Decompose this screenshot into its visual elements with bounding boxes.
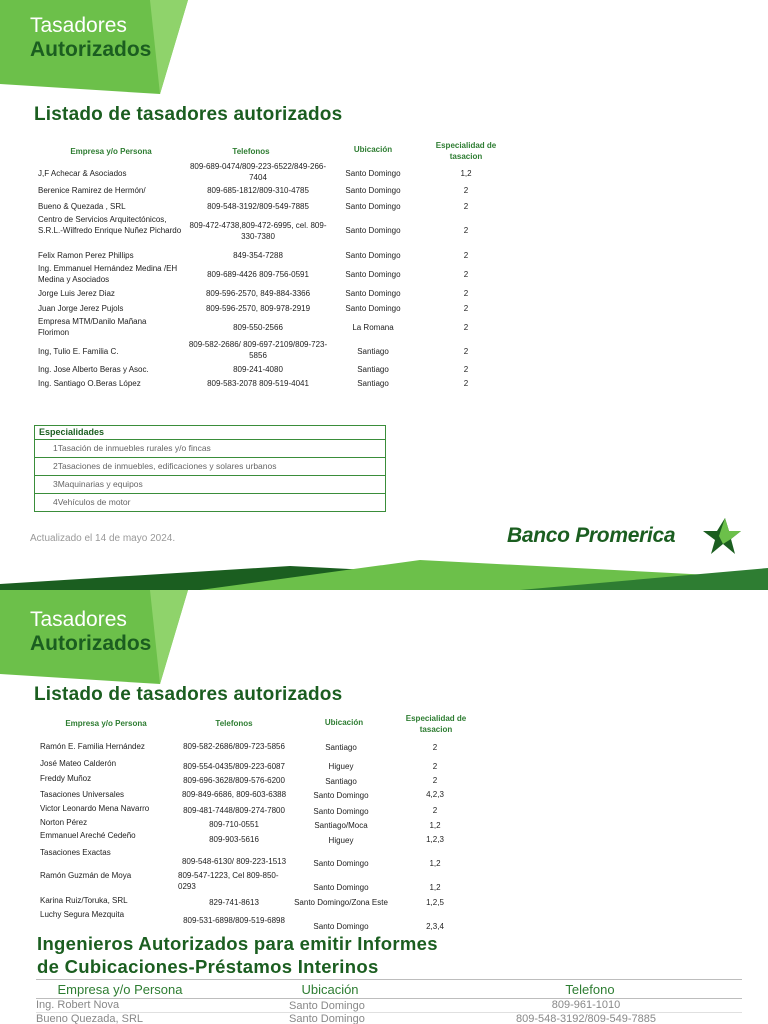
table-cell-empresa: Emmanuel Areché Cedeño [40,831,136,840]
table-cell-telefono: 809-481-7448/809-274-7800 [183,806,285,815]
table-cell-empresa: Jorge Luis Jerez Diaz [38,289,115,298]
table-cell-empresa: Ing. Jose Alberto Beras y Asoc. [38,365,149,374]
table-cell-telefono: 809-582-2686/809-723-5856 [183,742,285,751]
table-cell-especialidad: 2 [432,762,438,771]
table-cell-ubicacion: Santiago [325,743,357,752]
table-cell-telefono: 809-531-6898/809-519-6898 [183,916,285,925]
table-cell-empresa: Bueno & Quezada , SRL [38,202,126,211]
table-cell-telefono: 809-548-3192/809-549-7885 [515,1013,657,1024]
specialties-box [34,425,386,512]
table-cell-empresa: Ing, Tulio E. Familia C. [38,347,119,356]
table-cell-empresa: Ing. Emmanuel Hernández Medina /EH Medina y Asociados [38,264,178,284]
footer-band [0,560,768,590]
table-cell-ubicacion: Santo Domingo [289,1000,365,1012]
col-header-ubicacion: Ubicación [324,718,364,727]
header-title [30,608,151,656]
table-cell-ubicacion: Santo Domingo [313,922,369,931]
table-cell-empresa: Tasaciones Universales [40,790,125,799]
table-cell-telefono: 809-596-2570, 809-978-2919 [205,304,311,313]
col-header-ubicacion: Ubicación [301,982,359,997]
table-cell-ubicacion: Santiago [357,365,389,374]
table-cell-telefono: 809-685-1812/809-310-4785 [207,186,309,195]
table-cell-especialidad: 1,2,5 [426,898,444,907]
table-cell-especialidad: 2 [463,379,469,388]
table-cell-telefono: 809-583-2078 809-519-4041 [207,379,309,388]
table-cell-ubicacion: Santo Domingo [345,186,401,195]
table-cell-empresa: Centro de Servicios Arquitectónicos, S.R.L.-Wilfredo Enrique Nuñez Pichardo [38,215,182,235]
table-cell-empresa: Empresa MTM/Danilo Mañana Florimon [38,317,147,337]
table-cell-empresa: Juan Jorge Jerez Pujols [38,304,124,313]
table-cell-empresa: José Mateo Calderón [40,759,117,768]
table-cell-telefono: 809-554-0435/809-223-6087 [183,762,285,771]
table-cell-empresa: Ing. Robert Nova [36,999,120,1011]
table-cell-ubicacion: Santiago [357,347,389,356]
table-cell-especialidad: 2 [463,347,469,356]
table-cell-ubicacion: Santo Domingo/Zona Este [294,898,388,907]
table-cell-especialidad: 2 [463,323,469,332]
table-cell-especialidad: 2 [432,776,438,785]
table-cell-ubicacion: Santo Domingo [345,202,401,211]
header-title [30,14,151,62]
table-cell-ubicacion: Santo Domingo [345,304,401,313]
table-cell-ubicacion: Santiago [325,777,357,786]
table-cell-ubicacion: Santo Domingo [313,807,369,816]
specialty-item: 3Maquinarias y equipos [35,476,385,494]
table-cell-ubicacion: Santiago/Moca [314,821,368,830]
table-cell-telefono: 809-689-4426 809-756-0591 [207,270,309,279]
table-cell-especialidad: 1,2,3 [426,835,444,844]
table-cell-empresa: Ing. Santiago O.Beras López [38,379,141,388]
table-cell-telefono: 809-241-4080 [233,365,283,374]
table-cell-telefono: 809-550-2566 [233,323,283,332]
page-heading: Listado de tasadores autorizados [34,104,343,125]
table-cell-empresa: Berenice Ramirez de Hermón/ [38,186,146,195]
table-cell-ubicacion: Santiago [357,379,389,388]
table-cell-especialidad: 2 [463,226,469,235]
table-cell-ubicacion: Santo Domingo [313,791,369,800]
table-cell-telefono: 809-547-1223, Cel 809-850-0293 [178,871,279,891]
table-cell-empresa: Victor Leonardo Mena Navarro [40,804,150,813]
specialty-item: 1Tasación de inmuebles rurales y/o fincas [35,440,385,458]
table-cell-telefono: 809-596-2570, 849-884-3366 [205,289,311,298]
table-cell-ubicacion: Santo Domingo [289,1013,365,1024]
table-cell-telefono: 809-548-3192/809-549-7885 [207,202,309,211]
table-cell-especialidad: 2 [463,202,469,211]
brand-logo [507,516,747,558]
engineers-heading [37,932,438,978]
table-cell-especialidad: 2,3,4 [426,922,444,931]
brand-name: Banco Promerica [507,524,676,547]
specialty-item: 2Tasaciones de inmuebles, edificaciones y solares urbanos [35,458,385,476]
table-cell-especialidad: 1,2 [429,883,441,892]
table-cell-especialidad: 1,2 [460,169,472,178]
table-cell-empresa: Tasaciones Exactas [40,848,111,857]
table-cell-telefono: 809-710-0551 [209,820,259,829]
col-header-telefono: Telefono [565,982,615,997]
table-cell-telefono: 809-582-2686/ 809-697-2109/809-723-5856 [188,340,328,360]
header-title-line2: Autorizados [30,38,152,61]
col-header-empresa: Empresa y/o Persona [65,719,147,728]
table-cell-ubicacion: Santo Domingo [313,883,369,892]
table-cell-telefono: 809-472-4738,809-472-6995, cel. 809-330-7380 [189,221,327,241]
specialties-title: Especialidades [35,426,385,440]
table-cell-telefono: 809-961-1010 [551,999,621,1011]
header-title-line2: Autorizados [30,632,152,655]
table-cell-empresa: Ramón Guzmán de Moya [40,871,132,880]
table-cell-empresa: Ramón E. Familia Hernández [40,742,145,751]
col-header-especialidad: Especialidad de tasacion [405,714,467,734]
table-cell-ubicacion: Higuey [328,836,354,845]
table-cell-empresa: Luchy Segura Mezquita [40,910,125,919]
table-cell-ubicacion: Santo Domingo [345,169,401,178]
table-cell-especialidad: 1,2 [429,821,441,830]
table-cell-especialidad: 1,2 [429,859,441,868]
table-cell-telefono: 809-849-6686, 809-603-6388 [181,790,287,799]
specialty-item: 4Vehículos de motor [53,497,131,507]
table-cell-empresa: Norton Pérez [40,818,88,827]
table-cell-especialidad: 2 [463,270,469,279]
header-title-line1: Tasadores [30,608,127,631]
updated-note: Actualizado el 14 de mayo 2024. [30,533,176,544]
col-header-empresa: Empresa y/o Persona [57,982,183,997]
table-cell-especialidad: 2 [463,304,469,313]
table-cell-ubicacion: Santo Domingo [313,859,369,868]
table-cell-telefono: 809-903-5616 [209,835,259,844]
col-header-telefonos: Telefonos [232,147,270,156]
page-heading: Listado de tasadores autorizados [34,684,343,705]
table-cell-empresa: J,F Achecar & Asociados [38,169,127,178]
table-cell-empresa: Karina Ruiz/Toruka, SRL [40,896,128,905]
col-header-telefonos: Telefonos [215,719,253,728]
table-cell-telefono: 849-354-7288 [233,251,283,260]
table-cell-especialidad: 2 [463,186,469,195]
table-cell-telefono: 809-689-0474/809-223-6522/849-266-7404 [189,162,327,182]
star-icon [699,516,741,556]
table-cell-empresa: Felix Ramon Perez Phillips [38,251,134,260]
col-header-especialidad: Especialidad de tasacion [435,141,497,161]
table-cell-empresa: Bueno Quezada, SRL [36,1013,144,1024]
table-cell-ubicacion: Santo Domingo [345,251,401,260]
engineers-heading-line1: Ingenieros Autorizados para emitir Informes [37,933,438,954]
table-cell-ubicacion: Santo Domingo [345,289,401,298]
table-cell-telefono: 809-696-3628/809-576-6200 [183,776,285,785]
table-cell-especialidad: 2 [463,251,469,260]
divider [36,979,742,980]
page-2 [0,590,768,1024]
table-cell-telefono: 809-548-6130/ 809-223-1513 [181,857,287,866]
table-cell-ubicacion: Higuey [328,762,354,771]
engineers-heading-line2: de Cubicaciones-Préstamos Interinos [37,956,379,977]
table-cell-especialidad: 2 [463,289,469,298]
table-cell-especialidad: 2 [432,743,438,752]
col-header-ubicacion: Ubicación [353,145,393,154]
table-cell-especialidad: 2 [463,365,469,374]
header-title-line1: Tasadores [30,14,127,37]
table-cell-telefono: 829-741-8613 [209,898,259,907]
table-cell-especialidad: 4,2,3 [426,790,444,799]
col-header-empresa: Empresa y/o Persona [70,147,152,156]
table-cell-ubicacion: Santo Domingo [345,226,401,235]
table-cell-especialidad: 2 [432,806,438,815]
table-cell-ubicacion: Santo Domingo [345,270,401,279]
table-cell-ubicacion: La Romana [352,323,394,332]
table-cell-empresa: Freddy Muñoz [40,774,92,783]
